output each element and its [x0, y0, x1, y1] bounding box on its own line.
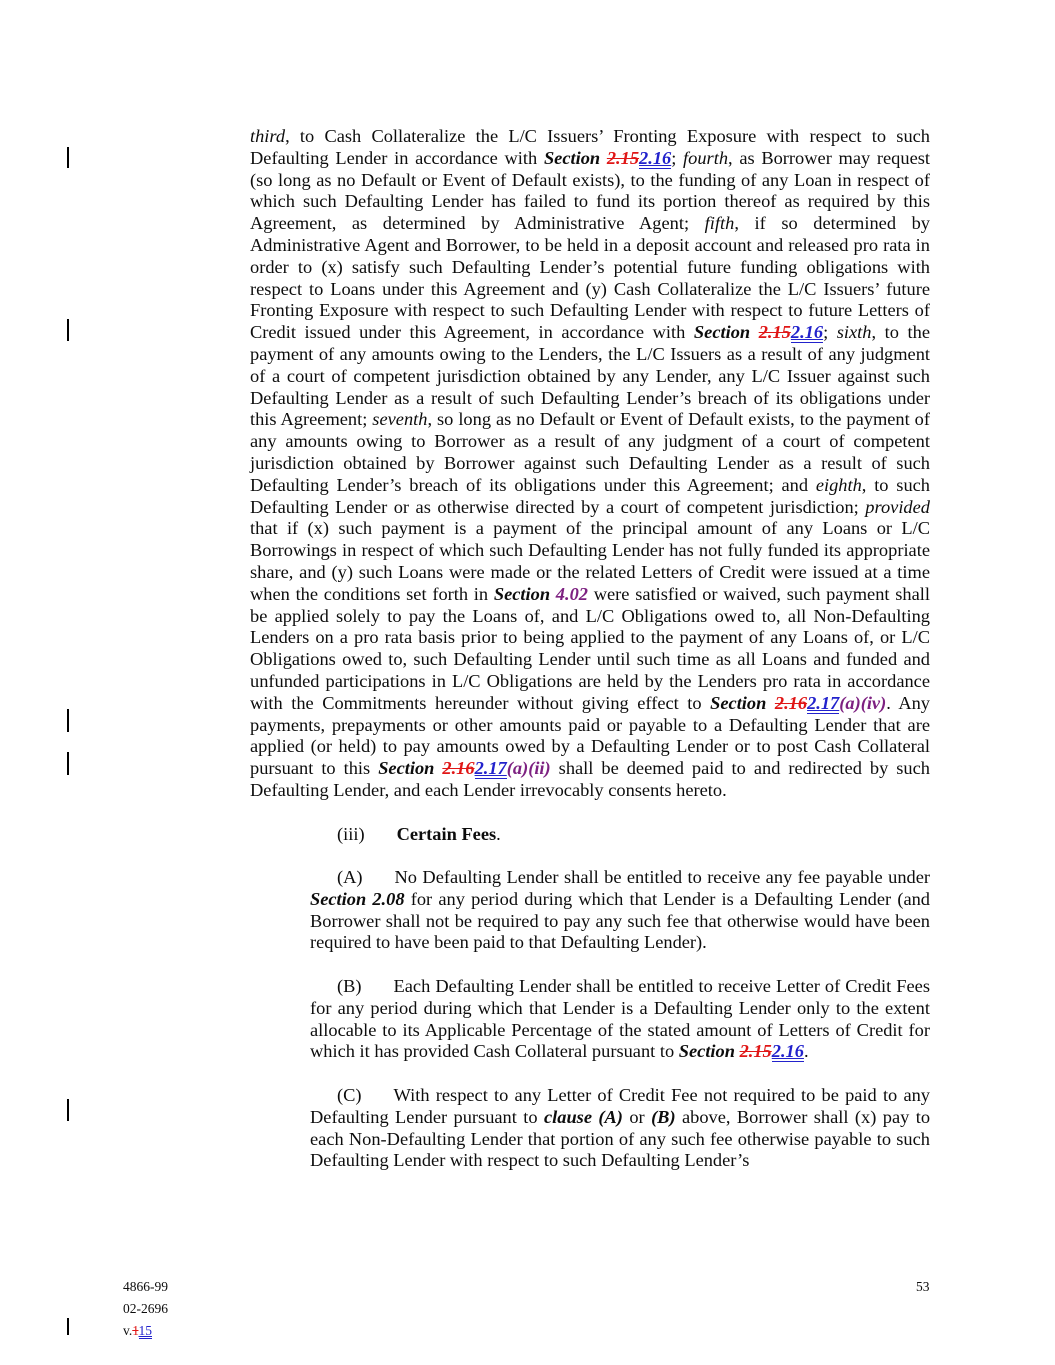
paragraph-waterfall: [250, 126, 930, 802]
heading-certain-fees: [310, 824, 930, 846]
text-run: 4.02: [555, 583, 588, 604]
change-bar: [67, 1099, 69, 1121]
doc-id-line2: 02-2696: [123, 1301, 168, 1316]
text-run: eighth: [815, 474, 862, 495]
page-number: 53: [916, 1279, 930, 1294]
text-run: ;: [823, 322, 837, 343]
text-run: Certain Fees: [396, 823, 497, 844]
text-run: Section: [543, 147, 607, 168]
version-deleted: 1: [132, 1323, 139, 1338]
doc-version-line: [123, 1320, 168, 1342]
text-run: 2.17: [807, 692, 840, 713]
text-run: fifth: [704, 213, 735, 234]
text-run: 2.15: [739, 1041, 772, 1062]
change-bar: [67, 1318, 69, 1335]
text-run: .: [496, 823, 501, 844]
doc-id-line1: 4866-99: [123, 1279, 168, 1294]
paragraph-a: [310, 867, 930, 954]
text-run: (iii): [337, 823, 365, 844]
change-bar: [67, 709, 69, 732]
text-run: (B): [337, 976, 362, 997]
text-run: . Any payments, prepayments or other amounts paid or payable to a Defaulting Lender that are applied (or held) to pay amounts owed by a Defaulting Lender or to post Cash Collateral pursuant to this: [250, 692, 931, 779]
text-run: , to Cash Collateralize the L/C Issuers’ Fronting Exposure with respect to such Defaulting Lender in accordance with: [250, 126, 930, 168]
text-run: , to such Defaulting Lender or as otherwise directed by a court of competent jurisdiction;: [250, 474, 930, 517]
text-run: shall be deemed paid to and redirected by such Defaulting Lender, and each Lender irrevocably consents hereto.: [250, 758, 930, 800]
text-run: seventh: [372, 409, 428, 430]
text-run: Each Defaulting Lender shall be entitled to receive Letter of Credit Fees for any period during which that Lender is a Defaulting Lender only to the extent allocable to its Applicable Percentage of the stated amount of Letters of Credit for which it has provided Cash Collateral pursuant to: [310, 976, 930, 1062]
text-run: 2.16: [771, 1041, 804, 1062]
text-run: 2.16: [442, 758, 475, 779]
text-run: (C): [337, 1085, 362, 1106]
text-run: (a)(ii): [506, 758, 551, 779]
text-run: above, Borrower shall (x) pay to each Non-Defaulting Lender that portion of any such fee otherwise payable to such Defaulting Lender with respect to such Defaulting Lender’s: [310, 1106, 931, 1171]
paragraph-c: [310, 1085, 930, 1172]
text-run: Section: [378, 758, 443, 779]
text-run: fourth: [683, 147, 729, 168]
version-inserted: 15: [138, 1323, 152, 1338]
text-run: provided: [865, 496, 930, 517]
text-run: sixth: [836, 322, 872, 343]
text-run: 2.15: [758, 322, 791, 343]
version-prefix: v.: [123, 1323, 133, 1338]
text-run: , to the payment of any amounts owing to the Lenders, the L/C Issuers as a result of any judgment of a court of competent jurisdiction obtained by any Lender, any L/C Issuer against such Defaulting Lender as a result of such Defaulting Lender’s breach of its obligations under this Agreement;: [250, 322, 930, 430]
change-bar: [67, 319, 69, 341]
text-run: , as Borrower may request (so long as no Default or Event of Default exists), to the funding of any Loan in respect of which such Defaulting Lender has failed to fund its portion thereof as required by this Agreement, as determined by Administrative Agent;: [250, 147, 930, 234]
text-run: for any period during which that Lender is a Defaulting Lender (and Borrower shall not be required to pay any such fee that otherwise would have been required to have been paid to that Defaulting Lender).: [310, 888, 930, 953]
text-run: 2.17: [474, 758, 507, 779]
text-run: third: [250, 126, 286, 146]
text-run: Section: [678, 1041, 740, 1062]
change-bar: [67, 752, 69, 775]
body-text: [250, 126, 930, 1194]
text-run: Section: [693, 322, 759, 343]
text-run: clause (A): [543, 1106, 623, 1127]
text-run: Section: [710, 692, 775, 713]
text-run: were satisfied or waived, such payment shall be applied solely to pay the Loans of, and L/C Obligations owed to, all Non-Defaulting Lenders on a pro rata basis prior to being applied to the payment of any Loans of, or L/C Obligations owed to, such Defaulting Lender until such time as all Loans and funded and unfunded participations in L/C Obligations are held by the Lenders pro rata in accordance with the Commitments hereunder without giving effect to: [250, 583, 930, 713]
text-run: Section: [493, 583, 556, 604]
footer-doc-ids: [123, 1276, 168, 1342]
change-bar: [67, 147, 69, 168]
text-run: (a)(iv): [839, 692, 887, 713]
text-run: 2.16: [774, 692, 808, 713]
text-run: No Defaulting Lender shall be entitled to receive any fee payable under: [394, 867, 930, 888]
text-run: ;: [671, 147, 684, 168]
text-run: (B): [651, 1106, 676, 1127]
text-run: 2.15: [606, 147, 640, 168]
text-run: that if (x) such payment is a payment of the principal amount of any Loans or L/C Borrowings in respect of which such Defaulting Lender has not fully funded its appropriate share, and (y) such Loans were made or the related Letters of Credit were issued at a time when the conditions set forth in: [250, 518, 930, 604]
paragraph-b: [310, 976, 930, 1063]
text-run: Section 2.08: [310, 888, 405, 909]
text-run: With respect to any Letter of Credit Fee not required to be paid to any Defaulting Lender pursuant to: [310, 1085, 930, 1127]
text-run: , if so determined by Administrative Agent and Borrower, to be held in a deposit account and released pro rata in order to (x) satisfy such Defaulting Lender’s potential future funding obligations with respect to Loans under this Agreement and (y) Cash Collateralize the L/C Issuers’ future Fronting Exposure with respect to such Defaulting Lender with respect to future Letters of Credit issued under this Agreement, in accordance with: [250, 213, 930, 343]
text-run: , so long as no Default or Event of Default exists, to the payment of any amounts owing to Borrower as a result of any judgment of a court of competent jurisdiction obtained by Borrower against such Defaulting Lender as a result of such Defaulting Lender’s breach of its obligations under this Agreement; and: [250, 409, 930, 495]
text-run: (A): [337, 867, 363, 888]
text-run: 2.16: [790, 322, 824, 343]
text-run: 2.16: [639, 147, 672, 168]
text-run: or: [622, 1106, 652, 1127]
text-run: .: [803, 1041, 809, 1062]
